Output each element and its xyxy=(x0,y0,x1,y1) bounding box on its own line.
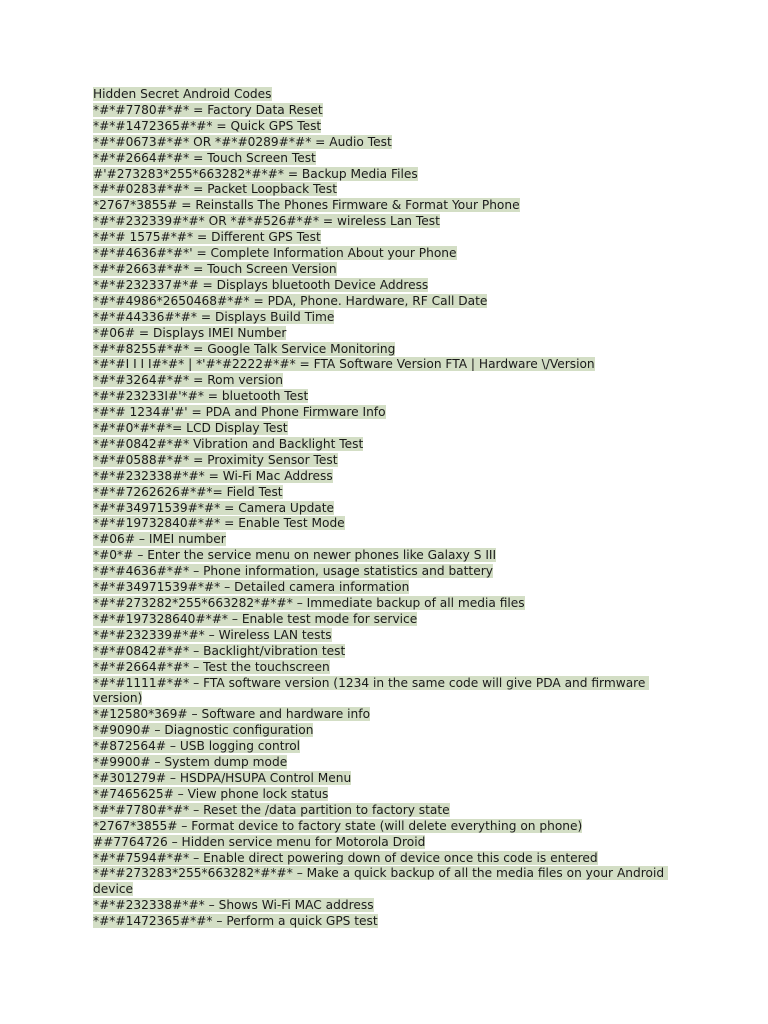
code-line xyxy=(93,803,683,819)
code-line xyxy=(93,278,683,294)
code-line xyxy=(93,676,683,708)
code-line-text: *#*#0842#*#* Vibration and Backlight Test xyxy=(93,436,364,451)
code-line xyxy=(93,755,683,771)
code-line xyxy=(93,707,683,723)
code-line xyxy=(93,612,683,628)
code-line-text: *#*#2664#*#* = Touch Screen Test xyxy=(93,150,316,165)
code-line-text: *2767*3855# – Format device to factory state (will delete everything on phone) xyxy=(93,818,583,833)
code-line-text: *#9090# – Diagnostic configuration xyxy=(93,723,314,738)
code-line xyxy=(93,660,683,676)
code-line-text: *#*#0673#*#* OR *#*#0289#*#* = Audio Test xyxy=(93,134,392,149)
code-line-text: ##7764726 – Hidden service menu for Motorola Droid xyxy=(93,834,426,849)
code-line-text: *#*#2664#*#* – Test the touchscreen xyxy=(93,659,330,674)
code-line-text: *#*#7594#*#* – Enable direct powering down of device once this code is entered xyxy=(93,850,598,865)
code-line xyxy=(93,167,683,183)
code-line xyxy=(93,771,683,787)
code-line-text: *#*#1111#*#* – FTA software version (1234 in the same code will give PDA and firmware version) xyxy=(93,675,650,706)
code-line xyxy=(93,644,683,660)
code-line-text: *#*#19732840#*#* = Enable Test Mode xyxy=(93,516,345,531)
code-line xyxy=(93,198,683,214)
code-line xyxy=(93,342,683,358)
code-line-text: *#*#2663#*#* = Touch Screen Version xyxy=(93,261,337,276)
code-line-text: *#0*# – Enter the service menu on newer phones like Galaxy S III xyxy=(93,548,497,563)
code-line-text: *#*#232339#*#* – Wireless LAN tests xyxy=(93,627,332,642)
code-line xyxy=(93,628,683,644)
code-line xyxy=(93,453,683,469)
code-line xyxy=(93,469,683,485)
code-line-text: *#12580*369# – Software and hardware info xyxy=(93,707,371,722)
code-line-text: *#*#4986*2650468#*#* = PDA, Phone. Hardware, RF Call Date xyxy=(93,293,488,308)
code-line-text: *#*#0842#*#* – Backlight/vibration test xyxy=(93,643,346,658)
code-line xyxy=(93,262,683,278)
code-line-text: *#*# 1575#*#* = Different GPS Test xyxy=(93,230,321,245)
code-line-text: *#06# – IMEI number xyxy=(93,532,226,547)
code-line-text: *#*#232338#*#* = Wi-Fi Mac Address xyxy=(93,468,333,483)
code-line-text: *#*#34971539#*#* – Detailed camera information xyxy=(93,580,410,595)
code-line-text: *#*#232337#*# = Displays bluetooth Device Address xyxy=(93,277,429,292)
code-line-text: *#*#44336#*#* = Displays Build Time xyxy=(93,309,335,324)
code-line xyxy=(93,580,683,596)
document-title xyxy=(93,87,683,103)
code-line-text: *#*#7780#*#* = Factory Data Reset xyxy=(93,102,323,117)
code-line xyxy=(93,739,683,755)
code-line-text: *#*#0*#*#*= LCD Display Test xyxy=(93,421,288,436)
code-line xyxy=(93,357,683,373)
code-line xyxy=(93,214,683,230)
code-line xyxy=(93,421,683,437)
code-line-text: *#*#232339#*#* OR *#*#526#*#* = wireless Lan Test xyxy=(93,214,440,229)
code-line xyxy=(93,310,683,326)
code-line xyxy=(93,246,683,262)
code-line xyxy=(93,135,683,151)
code-line-text: *#*#0588#*#* = Proximity Sensor Test xyxy=(93,452,338,467)
code-line-text: *#*# 1234#'#' = PDA and Phone Firmware Info xyxy=(93,405,386,420)
code-line xyxy=(93,151,683,167)
code-line-text: *#*#3264#*#* = Rom version xyxy=(93,373,283,388)
code-line xyxy=(93,866,683,898)
code-line-text: *#*#4636#*#* – Phone information, usage statistics and battery xyxy=(93,564,493,579)
document-title-text: Hidden Secret Android Codes xyxy=(93,87,272,101)
code-line xyxy=(93,851,683,867)
code-line xyxy=(93,819,683,835)
code-line xyxy=(93,389,683,405)
document-body xyxy=(93,87,683,930)
code-line-text: *#*#8255#*#* = Google Talk Service Monitoring xyxy=(93,341,396,356)
code-line xyxy=(93,787,683,803)
code-line xyxy=(93,914,683,930)
code-line-text: *#*#273283*255*663282*#*#* – Make a quick backup of all the media files on your Android device xyxy=(93,866,668,897)
code-line-text: #'#273283*255*663282*#*#* = Backup Media Files xyxy=(93,166,418,181)
code-line xyxy=(93,596,683,612)
code-line xyxy=(93,835,683,851)
code-line xyxy=(93,501,683,517)
code-line xyxy=(93,548,683,564)
code-line-text: *#*#4636#*#*' = Complete Information About your Phone xyxy=(93,246,457,261)
code-line xyxy=(93,723,683,739)
code-line-text: *#*#0283#*#* = Packet Loopback Test xyxy=(93,182,338,197)
code-line-text: *2767*3855# = Reinstalls The Phones Firmware & Format Your Phone xyxy=(93,198,520,213)
code-line-text: *#*#23233I#'*#* = bluetooth Test xyxy=(93,389,309,404)
code-line-text: *#9900# – System dump mode xyxy=(93,755,288,770)
code-line-text: *#*#7262626#*#*= Field Test xyxy=(93,484,283,499)
code-line xyxy=(93,103,683,119)
code-line xyxy=(93,326,683,342)
code-line xyxy=(93,437,683,453)
code-line-text: *#301279# – HSDPA/HSUPA Control Menu xyxy=(93,770,352,785)
code-line xyxy=(93,119,683,135)
code-line xyxy=(93,485,683,501)
code-line xyxy=(93,564,683,580)
code-line xyxy=(93,532,683,548)
code-line xyxy=(93,898,683,914)
code-line xyxy=(93,294,683,310)
code-line-text: *#*#232338#*#* – Shows Wi-Fi MAC address xyxy=(93,898,374,913)
code-line-text: *#872564# – USB logging control xyxy=(93,739,301,754)
code-line xyxy=(93,405,683,421)
code-line-text: *#*#273282*255*663282*#*#* – Immediate backup of all media files xyxy=(93,596,525,610)
code-line-text: *#*#1472365#*#* – Perform a quick GPS test xyxy=(93,914,378,929)
code-line-text: *#*#I I I I#*#* | *'#*#2222#*#* = FTA Software Version FTA | Hardware \/Version xyxy=(93,357,595,372)
code-line xyxy=(93,516,683,532)
code-line xyxy=(93,182,683,198)
code-line-text: *#*#197328640#*#* – Enable test mode for service xyxy=(93,611,418,626)
code-line-text: *#*#34971539#*#* = Camera Update xyxy=(93,500,335,515)
code-line-text: *#06# = Displays IMEI Number xyxy=(93,325,287,340)
code-line-text: *#7465625# – View phone lock status xyxy=(93,786,329,801)
code-line-text: *#*#7780#*#* – Reset the /data partition to factory state xyxy=(93,802,450,817)
code-line-text: *#*#1472365#*#* = Quick GPS Test xyxy=(93,118,322,133)
code-line xyxy=(93,373,683,389)
code-line xyxy=(93,230,683,246)
